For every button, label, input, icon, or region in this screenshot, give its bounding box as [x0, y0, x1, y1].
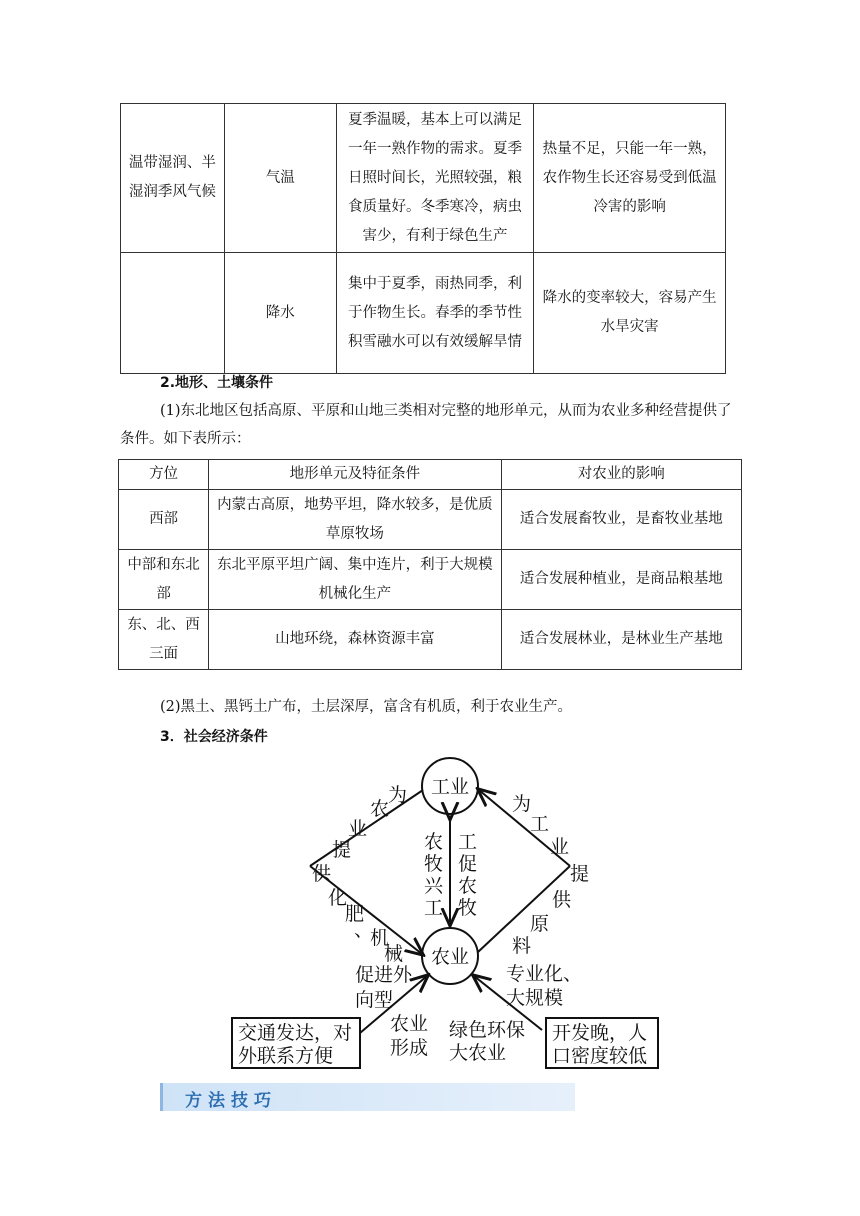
svg-text:业: 业 — [348, 818, 368, 840]
svg-text:农: 农 — [370, 798, 390, 820]
svg-text:促: 促 — [458, 853, 478, 875]
diagram-label: 大农业 — [449, 1042, 507, 1064]
diagram-label: 形成 — [390, 1037, 429, 1059]
table-cell: 夏季温暖，基本上可以满足一年一熟作物的需求。夏季日照时间长，光照较强，粮食质量好。冬季寒冷，病虫害少，有利于绿色生产 — [336, 104, 534, 253]
table-row — [121, 104, 726, 253]
svg-text:农: 农 — [424, 831, 444, 853]
svg-text:业: 业 — [550, 836, 570, 858]
table-cell — [121, 253, 225, 374]
table-header-row — [119, 460, 742, 490]
section-heading: 3．社会经济条件 — [160, 729, 268, 745]
svg-text:为: 为 — [512, 793, 532, 815]
table-header: 对农业的影响 — [501, 460, 741, 490]
svg-text:兴: 兴 — [424, 875, 444, 897]
diagram-label: 农业 — [390, 1013, 429, 1035]
table-row — [119, 550, 742, 610]
diagram-label: 促进外 — [355, 964, 413, 986]
svg-text:农: 农 — [458, 875, 478, 897]
table-cell: 东、北、西三面 — [119, 610, 209, 670]
left-box-line: 交通发达，对 — [238, 1022, 353, 1044]
agriculture-label: 农业 — [430, 946, 470, 968]
paragraph: (1)东北地区包括高原、平原和山地三类相对完整的地形单元，从而为农业多种经营提供了条件。如下表所示： — [120, 403, 732, 447]
svg-text:料: 料 — [512, 935, 532, 957]
svg-text:牧: 牧 — [458, 897, 478, 919]
table-cell: 西部 — [119, 490, 209, 550]
table-row — [119, 490, 742, 550]
right-box-line: 开发晚，人 — [552, 1022, 648, 1044]
svg-text:械: 械 — [384, 943, 404, 965]
center-left-label — [424, 831, 444, 919]
section-heading: 2.地形、土壤条件 — [160, 375, 274, 391]
table-cell: 气温 — [224, 104, 336, 253]
climate-table — [120, 103, 726, 374]
svg-text:原: 原 — [530, 913, 550, 935]
diagram-label: 绿色环保 — [449, 1019, 526, 1041]
svg-text:工: 工 — [530, 813, 550, 835]
diagram-label: 向型 — [355, 989, 394, 1011]
svg-text:供: 供 — [552, 889, 572, 911]
table-cell: 降水的变率较大，容易产生水旱灾害 — [534, 253, 726, 374]
terrain-table — [118, 459, 742, 670]
method-tips-banner — [160, 1083, 575, 1111]
svg-text:工: 工 — [424, 897, 444, 919]
table-cell: 适合发展畜牧业，是畜牧业基地 — [501, 490, 741, 550]
industry-label: 工业 — [430, 776, 470, 798]
svg-text:为: 为 — [388, 784, 408, 806]
center-right-label — [458, 831, 477, 919]
table-row — [119, 610, 742, 670]
table-cell: 适合发展林业，是林业生产基地 — [501, 610, 741, 670]
svg-text:供: 供 — [312, 863, 332, 885]
right-box-line: 口密度较低 — [552, 1045, 648, 1067]
svg-text:牧: 牧 — [424, 853, 444, 875]
table-cell: 山地环绕，森林资源丰富 — [209, 610, 501, 670]
svg-text:机: 机 — [370, 927, 390, 949]
svg-text:提: 提 — [332, 839, 352, 861]
table-cell: 热量不足，只能一年一熟，农作物生长还容易受到低温冷害的影响 — [534, 104, 726, 253]
table-cell: 中部和东北部 — [119, 550, 209, 610]
svg-text:、: 、 — [354, 919, 374, 941]
economic-conditions-diagram — [220, 748, 670, 1073]
left-box-line: 外联系方便 — [238, 1045, 334, 1067]
table-cell: 内蒙古高原，地势平坦，降水较多，是优质草原牧场 — [209, 490, 501, 550]
diagram-label: 专业化、 — [506, 963, 583, 985]
diagram-label: 大规模 — [506, 987, 564, 1009]
svg-text:工: 工 — [458, 831, 478, 853]
table-cell: 适合发展种植业，是商品粮基地 — [501, 550, 741, 610]
table-cell: 集中于夏季，雨热同季，利于作物生长。春季的季节性积雪融水可以有效缓解旱情 — [336, 253, 534, 374]
table-header: 地形单元及特征条件 — [209, 460, 501, 490]
svg-text:肥: 肥 — [345, 903, 365, 925]
right-edge-label — [512, 793, 589, 957]
table-cell: 温带湿润、半湿润季风气候 — [121, 104, 225, 253]
paragraph: (2)黑土、黑钙土广布，土层深厚，富含有机质，利于农业生产。 — [160, 699, 573, 715]
table-cell: 降水 — [224, 253, 336, 374]
banner-title: 方法技巧 — [185, 1091, 277, 1111]
table-row — [121, 253, 726, 374]
svg-text:提: 提 — [570, 863, 590, 885]
svg-text:化: 化 — [328, 887, 348, 909]
table-cell: 东北平原平坦广阔、集中连片，利于大规模机械化生产 — [209, 550, 501, 610]
table-header: 方位 — [119, 460, 209, 490]
